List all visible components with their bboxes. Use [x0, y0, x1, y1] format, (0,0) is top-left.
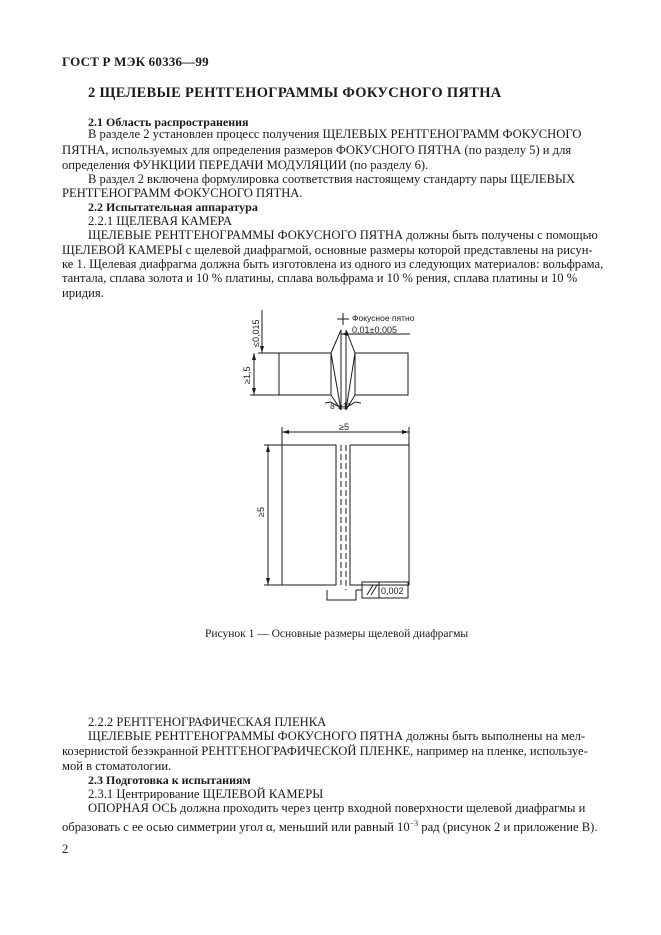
flatness-value: 0,002 — [381, 586, 404, 596]
figure-caption: Рисунок 1 — Основные размеры щелевой диафрагмы — [205, 628, 469, 640]
dim-thickness-label: ≥1,5 — [242, 366, 252, 384]
paragraph-line: иридия. — [62, 286, 104, 300]
top-block-left — [279, 353, 331, 395]
top-block-right — [355, 353, 408, 395]
dim-height-label: ≥5 — [256, 507, 266, 517]
document-header: ГОСТ Р МЭК 60336—99 — [62, 54, 209, 69]
paragraph-line — [62, 816, 597, 835]
datum-bracket — [327, 590, 356, 600]
subsection-heading: 2.2 Испытательная аппаратура — [88, 200, 258, 214]
arrowhead — [282, 430, 289, 434]
subsection-heading: 2.1 Область распространения — [88, 115, 249, 129]
clause-heading: 2.2.2 РЕНТГЕНОГРАФИЧЕСКАЯ ПЛЕНКА — [88, 715, 327, 729]
paragraph-line: ОПОРНАЯ ОСЬ должна проходить через центр входной поверхности щелевой диафрагмы и — [88, 801, 586, 815]
arrowhead — [402, 430, 409, 434]
angle-label: 8°±1° — [330, 401, 351, 411]
arrowhead — [252, 353, 256, 360]
paragraph-line: ЩЕЛЕВОЙ КАМЕРЫ с щелевой диафрагмой, основные размеры которой представлены на рисун- — [62, 243, 593, 257]
exponent: −3 — [409, 819, 419, 828]
paragraph-line: В разделе 2 установлен процесс получения ЩЕЛЕВЫХ РЕНТГЕНОГРАММ ФОКУСНОГО — [88, 127, 582, 141]
paragraph-line: РЕНТГЕНОГРАММ ФОКУСНОГО ПЯТНА. — [62, 186, 303, 200]
paragraph-line: ПЯТНА, используемых для определения размеров ФОКУСНОГО ПЯТНА (по разделу 5) и для — [62, 143, 572, 157]
arrowhead — [252, 388, 256, 395]
paragraph-line: ке 1. Щелевая диафрагма должна быть изготовлена из одного из следующих материалов: вольфрама, — [62, 257, 604, 271]
front-block-right — [350, 445, 409, 585]
dim-width-label: ≥5 — [339, 422, 349, 432]
paragraph-line: козернистой безэкранной РЕНТГЕНОГРАФИЧЕСКОЙ ПЛЕНКЕ, например на пленке, используе- — [62, 744, 588, 758]
angle-tick-right — [355, 402, 361, 403]
arrowhead — [266, 578, 270, 585]
paragraph-line: ЩЕЛЕВЫЕ РЕНТГЕНОГРАММЫ ФОКУСНОГО ПЯТНА должны быть получены с помощью — [88, 228, 598, 242]
clause-heading: 2.2.1 ЩЕЛЕВАЯ КАМЕРА — [88, 214, 232, 228]
line-text: образовать с ее осью симметрии угол α, меньший или равный 10 — [62, 820, 410, 835]
page-number: 2 — [62, 842, 69, 856]
paragraph-line: ЩЕЛЕВЫЕ РЕНТГЕНОГРАММЫ ФОКУСНОГО ПЯТНА должны быть выполнены на мел- — [88, 729, 586, 743]
paragraph-line: определения ФУНКЦИИ ПЕРЕДАЧИ МОДУЛЯЦИИ (по разделу 6). — [62, 158, 429, 172]
paragraph-line: тантала, сплава золота и 10 % платины, сплава вольфрама и 10 % рения, сплава платины и 10 % — [62, 271, 578, 285]
tolerance-width-label: 0,01±0,005 — [352, 325, 397, 335]
slit-diaphragm-figure — [220, 305, 450, 610]
subsection-heading: 2.3 Подготовка к испытаниям — [88, 773, 251, 787]
paragraph-line: В раздел 2 включена формулировка соответствия настоящему стандарту пары ЩЕЛЕВЫХ — [88, 172, 576, 186]
line-text: рад (рисунок 2 и приложение В). — [418, 820, 598, 835]
dim-top-label: ≤0,015 — [251, 319, 261, 347]
clause-heading: 2.3.1 Центрирование ЩЕЛЕВОЙ КАМЕРЫ — [88, 787, 324, 801]
arrowhead — [341, 332, 348, 336]
focal-spot-label: Фокусное пятно — [352, 313, 415, 323]
paragraph-line: мой в стоматологии. — [62, 759, 172, 773]
front-block-left — [282, 445, 336, 585]
arrowhead — [266, 445, 270, 452]
section-title: 2 ЩЕЛЕВЫЕ РЕНТГЕНОГРАММЫ ФОКУСНОГО ПЯТНА — [88, 85, 502, 101]
